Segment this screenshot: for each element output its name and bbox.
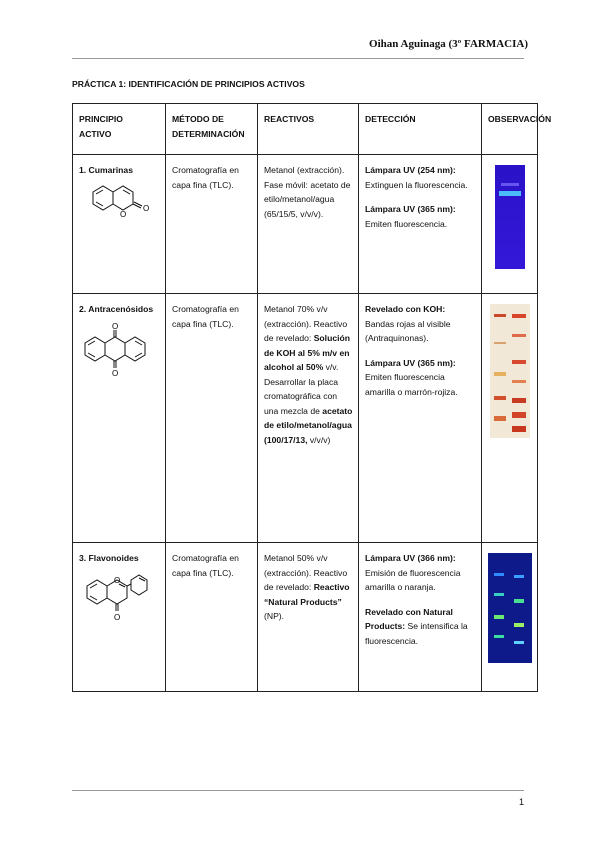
- header-deteccion: DETECCIÓN: [359, 104, 482, 155]
- deteccion-text: Bandas rojas al visible (Antraquinonas).: [365, 318, 451, 343]
- cell-principio: [73, 294, 166, 543]
- tlc-plate-np-image: [488, 553, 532, 663]
- cell-deteccion: [359, 294, 482, 543]
- cell-principio: [73, 155, 166, 294]
- page-number: 1: [519, 797, 525, 807]
- principio-name: 1. Cumarinas: [79, 165, 133, 175]
- cell-deteccion: [359, 543, 482, 692]
- principio-name: 2. Antracenósidos: [79, 304, 154, 314]
- deteccion-label: Lámpara UV (365 nm):: [365, 357, 456, 368]
- cell-observacion: [482, 543, 538, 692]
- table-header-row: [73, 104, 538, 155]
- antraquinona-structure-icon: [79, 321, 159, 387]
- cell-deteccion: [359, 155, 482, 294]
- deteccion-text: Emiten fluorescencia amarilla o marrón-rojiza.: [365, 372, 458, 397]
- deteccion-text: Se intensifica la fluorescencia.: [365, 621, 468, 646]
- header-metodo: MÉTODO DE DETERMINACIÓN: [166, 104, 258, 155]
- table-row: [73, 294, 538, 543]
- svg-text:O: O: [112, 368, 119, 378]
- table-row: [73, 155, 538, 294]
- table-row: [73, 543, 538, 692]
- principios-table: [72, 103, 552, 692]
- deteccion-label: Revelado con KOH:: [365, 304, 446, 314]
- cumarina-structure-icon: [79, 182, 159, 226]
- tlc-plate-uv-image: [495, 165, 525, 269]
- deteccion-text: Extinguen la fluorescencia.: [365, 179, 468, 190]
- flavona-structure-icon: [79, 570, 159, 626]
- header-observacion: OBSERVACIÓN: [482, 104, 538, 155]
- cell-principio: [73, 543, 166, 692]
- cell-metodo: Cromatografía en capa fina (TLC).: [166, 543, 258, 692]
- deteccion-label: Lámpara UV (365 nm):: [365, 204, 456, 214]
- cell-reactivos: Metanol 70% v/v (extracción). Reactivo de revelado: Solución de KOH al 5% m/v en alcohol al 50% v/v. Desarrollar la placa cromatográfica con una mezcla de acetato de etilo/metanol/agua (100/17/13, v/v/v): [258, 294, 359, 543]
- svg-text:O: O: [120, 209, 127, 219]
- header-principio: PRINCIPIO ACTIVO: [73, 104, 166, 155]
- header-rule: [72, 58, 524, 59]
- cell-observacion: [482, 155, 538, 294]
- svg-text:O: O: [114, 575, 121, 585]
- deteccion-label: Lámpara UV (254 nm):: [365, 165, 456, 175]
- deteccion-text: Emisión de fluorescencia amarilla o naranja.: [365, 567, 461, 592]
- svg-text:O: O: [112, 321, 119, 331]
- tlc-plate-koh-image: [490, 304, 530, 438]
- cell-metodo: Cromatografía en capa fina (TLC).: [166, 294, 258, 543]
- cell-observacion: [482, 294, 538, 543]
- principio-name: 3. Flavonoides: [79, 553, 139, 563]
- cell-metodo: Cromatografía en capa fina (TLC).: [166, 155, 258, 294]
- cell-reactivos: Metanol (extracción). Fase móvil: acetato de etilo/metanol/agua (65/15/5, v/v/v).: [258, 155, 359, 294]
- svg-text:O: O: [114, 612, 121, 622]
- svg-text:O: O: [143, 203, 150, 213]
- footer-rule: [72, 790, 524, 791]
- deteccion-label: Revelado con Natural Products:: [365, 606, 453, 631]
- deteccion-label: Lámpara UV (366 nm):: [365, 553, 456, 563]
- page-title: PRÁCTICA 1: IDENTIFICACIÓN DE PRINCIPIOS ACTIVOS: [72, 79, 305, 89]
- deteccion-text: Emiten fluorescencia.: [365, 218, 448, 229]
- cell-reactivos: Metanol 50% v/v (extracción). Reactivo de revelado: Reactivo “Natural Products” (NP).: [258, 543, 359, 692]
- header-reactivos: REACTIVOS: [258, 104, 359, 155]
- document-author: Oihan Aguinaga (3º FARMACIA): [369, 38, 528, 50]
